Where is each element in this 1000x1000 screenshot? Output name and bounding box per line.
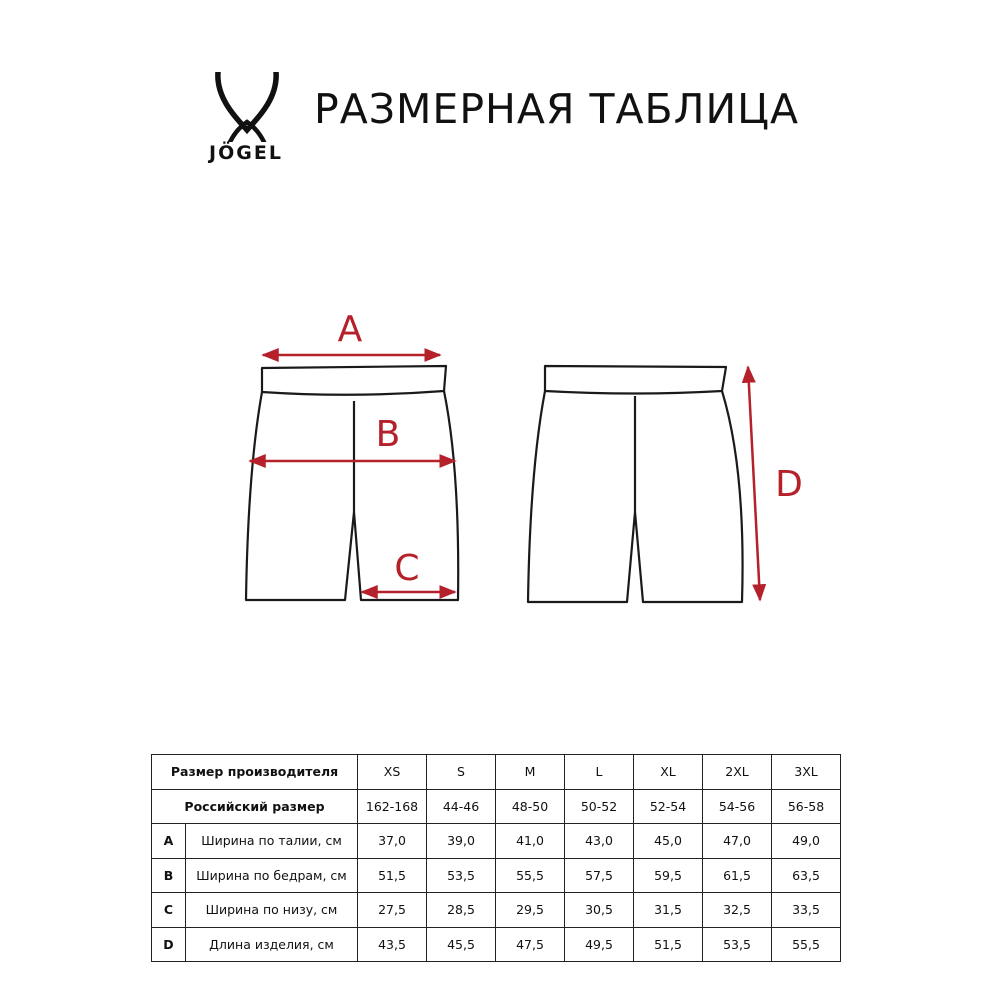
page-title: РАЗМЕРНАЯ ТАБЛИЦА xyxy=(314,85,800,133)
russian-size-cell: 52-54 xyxy=(634,789,703,824)
table-row xyxy=(152,893,841,928)
russian-size-label: Российский размер xyxy=(152,789,358,824)
russian-size-cell: 56-58 xyxy=(772,789,841,824)
value-cell: 55,5 xyxy=(496,858,565,893)
russian-size-cell: 162-168 xyxy=(358,789,427,824)
logo-mark-icon xyxy=(214,72,280,142)
front-waistband xyxy=(262,366,446,395)
value-cell: 43,5 xyxy=(358,927,427,962)
size-cell: M xyxy=(496,755,565,790)
value-cell: 63,5 xyxy=(772,858,841,893)
value-cell: 31,5 xyxy=(634,893,703,928)
row-label: Длина изделия, см xyxy=(186,927,358,962)
value-cell: 51,5 xyxy=(358,858,427,893)
size-table xyxy=(151,754,841,962)
value-cell: 61,5 xyxy=(703,858,772,893)
front-body xyxy=(246,391,458,600)
russian-size-row xyxy=(152,789,841,824)
row-label: Ширина по бедрам, см xyxy=(186,858,358,893)
value-cell: 30,5 xyxy=(565,893,634,928)
value-cell: 55,5 xyxy=(772,927,841,962)
value-cell: 49,5 xyxy=(565,927,634,962)
manufacturer-size-label: Размер производителя xyxy=(152,755,358,790)
back-waistband xyxy=(545,366,726,394)
russian-size-cell: 44-46 xyxy=(427,789,496,824)
row-label: Ширина по талии, см xyxy=(186,824,358,859)
manufacturer-size-row xyxy=(152,755,841,790)
row-code: D xyxy=(152,927,186,962)
russian-size-cell: 48-50 xyxy=(496,789,565,824)
size-cell: L xyxy=(565,755,634,790)
value-cell: 27,5 xyxy=(358,893,427,928)
size-cell: S xyxy=(427,755,496,790)
brand-name: JÖGEL xyxy=(209,142,283,164)
row-code: C xyxy=(152,893,186,928)
value-cell: 53,5 xyxy=(703,927,772,962)
shorts-front-outline xyxy=(246,366,458,600)
label-c: C xyxy=(394,548,420,589)
value-cell: 39,0 xyxy=(427,824,496,859)
size-cell: 2XL xyxy=(703,755,772,790)
row-label: Ширина по низу, см xyxy=(186,893,358,928)
value-cell: 49,0 xyxy=(772,824,841,859)
russian-size-cell: 54-56 xyxy=(703,789,772,824)
value-cell: 57,5 xyxy=(565,858,634,893)
value-cell: 33,5 xyxy=(772,893,841,928)
row-code: B xyxy=(152,858,186,893)
table-row xyxy=(152,858,841,893)
value-cell: 47,0 xyxy=(703,824,772,859)
label-b: B xyxy=(375,414,401,455)
value-cell: 59,5 xyxy=(634,858,703,893)
shorts-back-outline xyxy=(528,366,743,602)
value-cell: 45,5 xyxy=(427,927,496,962)
value-cell: 41,0 xyxy=(496,824,565,859)
arrow-d xyxy=(748,367,760,600)
value-cell: 28,5 xyxy=(427,893,496,928)
row-code: A xyxy=(152,824,186,859)
value-cell: 43,0 xyxy=(565,824,634,859)
label-a: A xyxy=(337,309,363,350)
value-cell: 45,0 xyxy=(634,824,703,859)
value-cell: 37,0 xyxy=(358,824,427,859)
value-cell: 53,5 xyxy=(427,858,496,893)
size-cell: 3XL xyxy=(772,755,841,790)
brand-logo xyxy=(196,70,296,170)
table-row xyxy=(152,927,841,962)
size-cell: XS xyxy=(358,755,427,790)
russian-size-cell: 50-52 xyxy=(565,789,634,824)
table-row xyxy=(152,824,841,859)
label-d: D xyxy=(775,464,803,505)
value-cell: 29,5 xyxy=(496,893,565,928)
shorts-diagram xyxy=(0,290,1000,620)
value-cell: 32,5 xyxy=(703,893,772,928)
size-cell: XL xyxy=(634,755,703,790)
value-cell: 47,5 xyxy=(496,927,565,962)
value-cell: 51,5 xyxy=(634,927,703,962)
